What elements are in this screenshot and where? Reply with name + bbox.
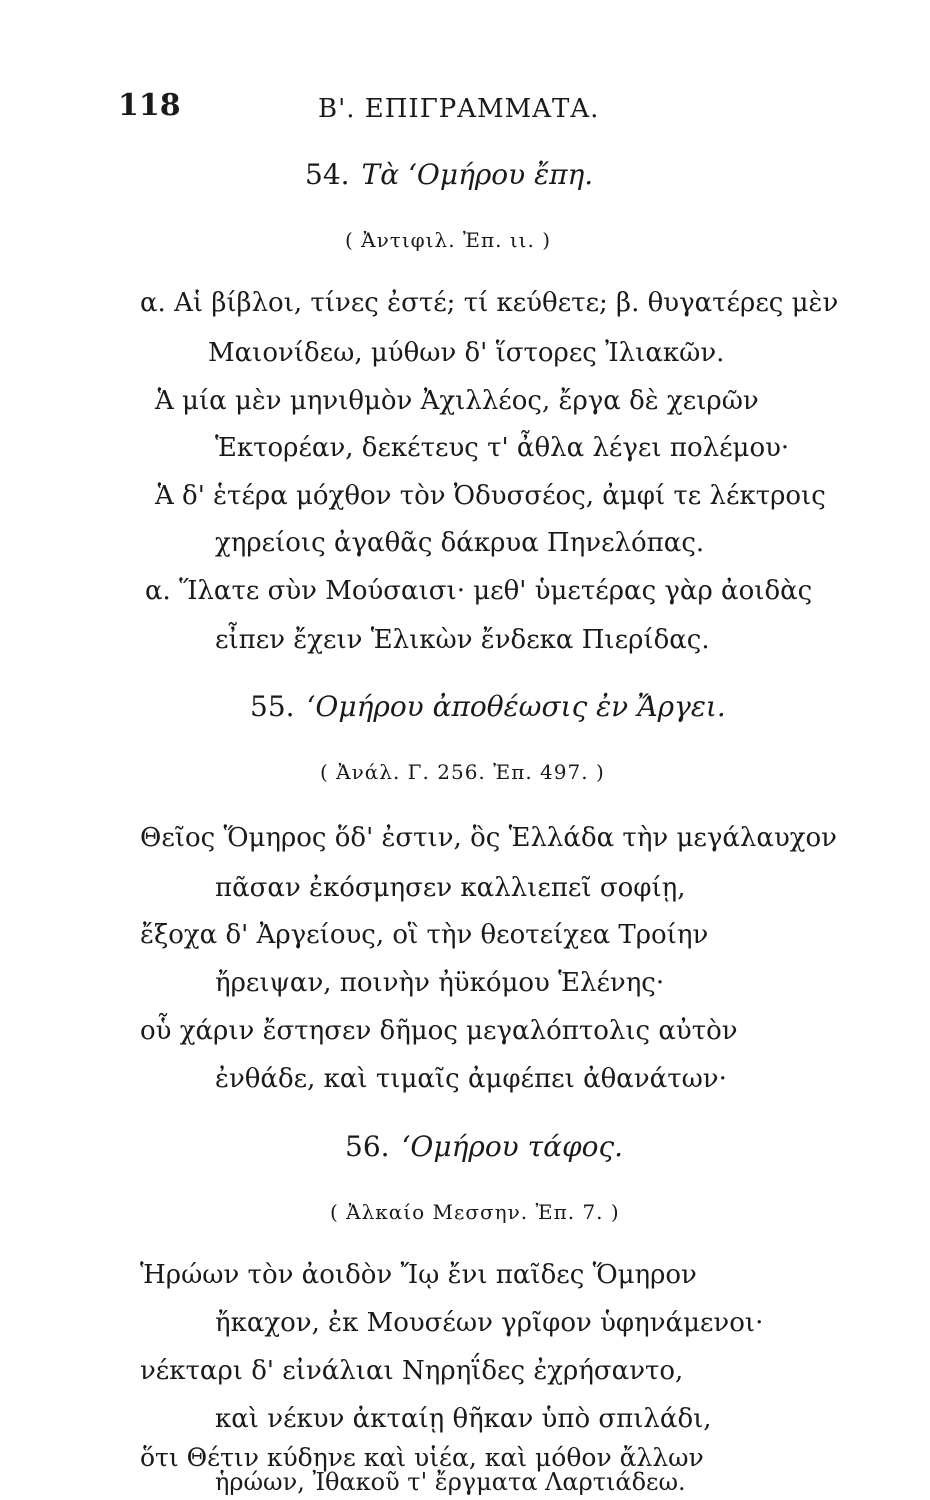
verse-line: Ἑκτορέαν, δεκέτευς τ' ἆθλα λέγει πολέμου· [215,433,790,463]
epigram-title [345,1130,623,1163]
verse-line: Θεῖος Ὅμηρος ὅδ' ἐστιν, ὃς Ἑλλάδα τὴν μεγάλαυχον [140,823,837,853]
page-number: 118 [118,88,181,123]
epigram-source: ( Ἀνάλ. Γ. 256. Ἐπ. 497. ) [320,760,605,784]
verse-line: πᾶσαν ἐκόσμησεν καλλιεπεῖ σοφίῃ, [215,873,686,903]
verse-line: Ἁ μία μὲν μηνιθμὸν Ἀχιλλέος, ἔργα δὲ χειρῶν [155,386,759,416]
epigram-source: ( Ἀντιφιλ. Ἐπ. ιι. ) [345,228,552,252]
verse-line: νέκταρι δ' εἰνάλιαι Νηρηΐδες ἐχρήσαντο, [140,1356,684,1386]
verse-line: Ἡρώων τὸν ἀοιδὸν Ἴῳ ἔνι παῖδες Ὅμηρον [140,1260,697,1290]
verse-line: α. Ἵλατε σὺν Μούσαισι· μεθ' ὑμετέρας γὰρ ἀοιδὰς [145,576,813,606]
verse-line: Μαιονίδεω, μύθων δ' ἵστορες Ἰλιακῶν. [208,338,725,368]
verse-line: ἤκαχον, ἐκ Μουσέων γρῖφον ὑφηνάμενοι· [215,1308,764,1338]
epigram-title-text: ‘Ομήρου τάφος. [401,1130,624,1163]
verse-line: ἐνθάδε, καὶ τιμαῖς ἀμφέπει ἀθανάτων· [215,1064,727,1094]
verse-line: ἡρώων, Ἰθακοῦ τ' ἔργματα Λαρτιάδεω. [215,1468,686,1496]
verse-line: οὗ χάριν ἔστησεν δῆμος μεγαλόπτολις αὐτὸν [140,1016,738,1046]
running-head: Β'. ΕΠΙΓΡΑΜΜΑΤΑ. [318,94,600,124]
verse-line: ἔξοχα δ' Ἀργείους, οἳ τὴν θεοτείχεα Τροίην [140,920,709,950]
epigram-title [250,690,726,723]
verse-line: Ἁ δ' ἑτέρα μόχθον τὸν Ὀδυσσέος, ἀμφί τε λέκτροις [155,481,826,511]
epigram-number: 54. [305,158,350,191]
verse-line: εἶπεν ἔχειν Ἑλικὼν ἔνδεκα Πιερίδας. [215,625,710,655]
epigram-source: ( Ἀλκαίο Μεσσην. Ἐπ. 7. ) [330,1200,620,1224]
verse-line: α. Αἱ βίβλοι, τίνες ἐστέ; τί κεύθετε; β. θυγατέρες μὲν [140,288,839,318]
verse-line: χηρείοις ἀγαθᾶς δάκρυα Πηνελόπας. [215,528,705,558]
epigram-title-text: Τὰ ‘Ομήρου ἔπη. [361,158,594,191]
verse-line: καὶ νέκυν ἀκταίῃ θῆκαν ὑπὸ σπιλάδι, [215,1404,712,1434]
epigram-number: 55. [250,690,295,723]
verse-line: ὅτι Θέτιν κύδηνε καὶ υἱέα, καὶ μόθον ἄλλων [140,1443,704,1472]
verse-line: ἤρειψαν, ποινὴν ἠϋκόμου Ἑλένης· [215,968,665,998]
epigram-number: 56. [345,1130,390,1163]
epigram-title-text: ‘Ομήρου ἀποθέωσις ἐν Ἄργει. [306,690,726,723]
page-header [118,88,638,128]
epigram-title [305,158,593,191]
